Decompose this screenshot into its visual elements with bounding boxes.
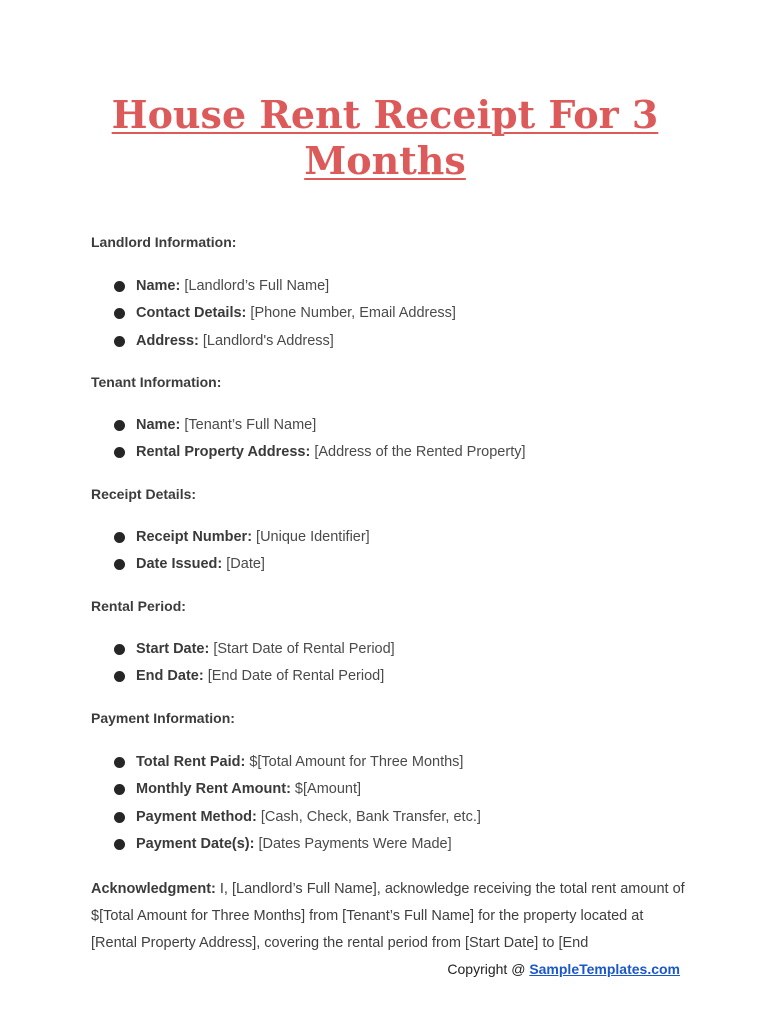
bullet-icon bbox=[114, 532, 125, 543]
field-value: $[Total Amount for Three Months] bbox=[245, 754, 464, 770]
acknowledgment-text: I, [Landlord’s Full Name], acknowledge receiving the total rent amount of $[Total Amount for Three Months] from [Tenant’s Full Name] for the property located at [Rental Property Address], covering the rental period from [Start Date] to [End bbox=[91, 881, 685, 951]
field-value: [Dates Payments Were Made] bbox=[254, 835, 452, 852]
field-value: [Unique Identifier] bbox=[252, 529, 370, 545]
field-label: Name: bbox=[136, 417, 181, 433]
list-item bbox=[111, 667, 395, 694]
payment-list bbox=[111, 753, 481, 862]
list-item bbox=[111, 753, 481, 780]
acknowledgment-label: Acknowledgment: bbox=[91, 881, 216, 897]
list-item bbox=[111, 416, 526, 443]
field-label: Payment Method: bbox=[136, 808, 257, 825]
bullet-icon bbox=[114, 784, 125, 795]
bullet-icon bbox=[114, 812, 125, 823]
bullet-icon bbox=[114, 757, 125, 768]
payment-heading: Payment Information: bbox=[91, 710, 235, 726]
bullet-icon bbox=[114, 839, 125, 850]
field-value: [Start Date of Rental Period] bbox=[209, 641, 395, 657]
field-label: Start Date: bbox=[136, 641, 210, 657]
rental-period-list bbox=[111, 640, 395, 695]
field-label: End Date: bbox=[136, 668, 204, 685]
receipt-list bbox=[111, 528, 370, 583]
list-item bbox=[111, 443, 526, 470]
field-label: Payment Date(s): bbox=[136, 835, 255, 852]
document-title: House Rent Receipt For 3 Months bbox=[111, 92, 659, 183]
field-label: Monthly Rent Amount: bbox=[136, 781, 291, 798]
rental-period-heading: Rental Period: bbox=[91, 598, 186, 614]
field-label: Date Issued: bbox=[136, 556, 223, 573]
copyright-text: Copyright @ bbox=[447, 961, 530, 977]
bullet-icon bbox=[114, 671, 125, 682]
bullet-icon bbox=[114, 644, 125, 655]
field-value: [Address of the Rented Property] bbox=[310, 444, 526, 461]
field-label: Total Rent Paid: bbox=[136, 754, 246, 770]
field-value: [Tenant’s Full Name] bbox=[180, 417, 317, 433]
field-label: Contact Details: bbox=[136, 305, 247, 322]
field-value: [End Date of Rental Period] bbox=[203, 668, 385, 685]
field-value: $[Amount] bbox=[290, 781, 362, 798]
bullet-icon bbox=[114, 336, 125, 347]
list-item bbox=[111, 528, 370, 555]
bullet-icon bbox=[114, 559, 125, 570]
bullet-icon bbox=[114, 420, 125, 431]
list-item bbox=[111, 640, 395, 667]
list-item bbox=[111, 808, 481, 835]
field-value: [Phone Number, Email Address] bbox=[246, 305, 456, 322]
list-item bbox=[111, 277, 456, 304]
list-item bbox=[111, 332, 456, 359]
bullet-icon bbox=[114, 281, 125, 292]
bullet-icon bbox=[114, 447, 125, 458]
copyright-footer bbox=[440, 961, 680, 977]
list-item bbox=[111, 835, 481, 862]
acknowledgment-paragraph bbox=[91, 876, 691, 957]
sampletemplates-link[interactable]: SampleTemplates.com bbox=[529, 961, 680, 977]
field-label: Rental Property Address: bbox=[136, 444, 311, 461]
landlord-list bbox=[111, 277, 456, 359]
landlord-heading: Landlord Information: bbox=[91, 234, 237, 250]
list-item bbox=[111, 780, 481, 807]
list-item bbox=[111, 555, 370, 582]
list-item bbox=[111, 304, 456, 331]
bullet-icon bbox=[114, 308, 125, 319]
field-value: [Landlord's Address] bbox=[198, 332, 334, 349]
tenant-heading: Tenant Information: bbox=[91, 374, 222, 390]
field-label: Receipt Number: bbox=[136, 529, 253, 545]
field-value: [Date] bbox=[222, 556, 265, 573]
field-label: Address: bbox=[136, 332, 199, 349]
field-value: [Landlord’s Full Name] bbox=[180, 278, 330, 294]
receipt-heading: Receipt Details: bbox=[91, 486, 197, 502]
field-value: [Cash, Check, Bank Transfer, etc.] bbox=[256, 808, 481, 825]
field-label: Name: bbox=[136, 278, 181, 294]
tenant-list bbox=[111, 416, 526, 471]
